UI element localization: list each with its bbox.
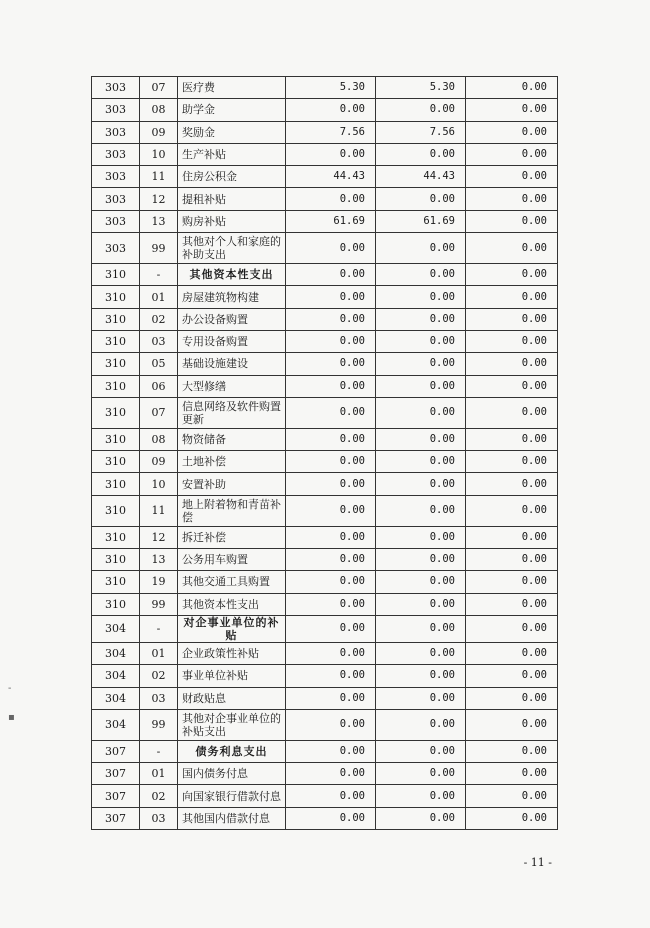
item-name-cell: 对企事业单位的补贴 (178, 615, 286, 642)
amount-project-cell: 0.00 (466, 99, 558, 121)
item-code-cell: 06 (140, 375, 178, 397)
page-number: - 11 - (523, 856, 552, 869)
item-code-cell: 99 (140, 709, 178, 740)
amount-basic-cell: 0.00 (376, 99, 466, 121)
amount-basic-cell: 0.00 (376, 264, 466, 286)
amount-project-cell: 0.00 (466, 665, 558, 687)
amount-total-cell: 0.00 (286, 615, 376, 642)
amount-total-cell: 0.00 (286, 665, 376, 687)
class-code-cell: 310 (92, 593, 140, 615)
amount-project-cell: 0.00 (466, 166, 558, 188)
table-row (92, 687, 558, 709)
amount-project-cell: 0.00 (466, 687, 558, 709)
table-row (92, 121, 558, 143)
table-row (92, 330, 558, 352)
amount-basic-cell: 0.00 (376, 665, 466, 687)
amount-basic-cell: 0.00 (376, 397, 466, 428)
class-code-cell: 303 (92, 143, 140, 165)
class-code-cell: 303 (92, 188, 140, 210)
category-row (92, 740, 558, 762)
amount-basic-cell: 0.00 (376, 615, 466, 642)
table-row (92, 451, 558, 473)
amount-total-cell: 0.00 (286, 763, 376, 785)
amount-total-cell: 0.00 (286, 308, 376, 330)
amount-project-cell: 0.00 (466, 593, 558, 615)
amount-project-cell: 0.00 (466, 264, 558, 286)
amount-total-cell: 0.00 (286, 188, 376, 210)
class-code-cell: 310 (92, 308, 140, 330)
amount-total-cell: 0.00 (286, 709, 376, 740)
item-code-cell: 11 (140, 495, 178, 526)
item-code-cell: 08 (140, 99, 178, 121)
amount-project-cell: 0.00 (466, 571, 558, 593)
item-name-cell: 医疗费 (178, 77, 286, 99)
amount-basic-cell: 0.00 (376, 330, 466, 352)
budget-table-sheet (91, 76, 557, 830)
class-code-cell: 310 (92, 397, 140, 428)
table-row (92, 397, 558, 428)
amount-basic-cell: 0.00 (376, 593, 466, 615)
amount-total-cell: 0.00 (286, 353, 376, 375)
amount-total-cell: 0.00 (286, 642, 376, 664)
table-row (92, 473, 558, 495)
item-name-cell: 向国家银行借款付息 (178, 785, 286, 807)
amount-total-cell: 0.00 (286, 451, 376, 473)
amount-total-cell: 0.00 (286, 593, 376, 615)
amount-total-cell: 0.00 (286, 473, 376, 495)
amount-project-cell: 0.00 (466, 210, 558, 232)
amount-total-cell: 0.00 (286, 687, 376, 709)
amount-basic-cell: 0.00 (376, 495, 466, 526)
amount-total-cell: 0.00 (286, 807, 376, 829)
amount-total-cell: 0.00 (286, 233, 376, 264)
item-name-cell: 助学金 (178, 99, 286, 121)
amount-total-cell: 0.00 (286, 549, 376, 571)
item-name-cell: 企业政策性补贴 (178, 642, 286, 664)
amount-project-cell: 0.00 (466, 353, 558, 375)
amount-project-cell: 0.00 (466, 526, 558, 548)
item-name-cell: 财政贴息 (178, 687, 286, 709)
item-name-cell: 其他资本性支出 (178, 264, 286, 286)
amount-project-cell: 0.00 (466, 709, 558, 740)
item-code-cell: 09 (140, 121, 178, 143)
table-row (92, 143, 558, 165)
item-name-cell: 购房补贴 (178, 210, 286, 232)
item-name-cell: 住房公积金 (178, 166, 286, 188)
table-row (92, 593, 558, 615)
amount-basic-cell: 0.00 (376, 143, 466, 165)
item-code-cell: 13 (140, 549, 178, 571)
margin-mark: ▪ (8, 712, 15, 723)
table-row (92, 99, 558, 121)
class-code-cell: 304 (92, 615, 140, 642)
item-code-cell: 03 (140, 330, 178, 352)
amount-basic-cell: 0.00 (376, 526, 466, 548)
class-code-cell: 304 (92, 665, 140, 687)
item-name-cell: 提租补贴 (178, 188, 286, 210)
item-code-cell: 01 (140, 763, 178, 785)
item-code-cell: 02 (140, 665, 178, 687)
amount-basic-cell: 0.00 (376, 375, 466, 397)
amount-total-cell: 0.00 (286, 286, 376, 308)
amount-basic-cell: 44.43 (376, 166, 466, 188)
amount-project-cell: 0.00 (466, 286, 558, 308)
amount-basic-cell: 61.69 (376, 210, 466, 232)
class-code-cell: 303 (92, 121, 140, 143)
class-code-cell: 310 (92, 473, 140, 495)
class-code-cell: 310 (92, 571, 140, 593)
item-code-cell: 12 (140, 526, 178, 548)
amount-basic-cell: 0.00 (376, 571, 466, 593)
amount-total-cell: 44.43 (286, 166, 376, 188)
item-name-cell: 其他交通工具购置 (178, 571, 286, 593)
class-code-cell: 310 (92, 526, 140, 548)
item-code-cell: 11 (140, 166, 178, 188)
class-code-cell: 310 (92, 428, 140, 450)
item-name-cell: 信息网络及软件购置更新 (178, 397, 286, 428)
amount-basic-cell: 0.00 (376, 763, 466, 785)
table-row (92, 188, 558, 210)
amount-project-cell: 0.00 (466, 763, 558, 785)
class-code-cell: 310 (92, 495, 140, 526)
amount-project-cell: 0.00 (466, 549, 558, 571)
item-name-cell: 办公设备购置 (178, 308, 286, 330)
item-name-cell: 拆迁补偿 (178, 526, 286, 548)
class-code-cell: 310 (92, 353, 140, 375)
item-code-cell: 01 (140, 286, 178, 308)
item-name-cell: 其他对个人和家庭的补助支出 (178, 233, 286, 264)
item-code-cell: 02 (140, 308, 178, 330)
class-code-cell: 310 (92, 375, 140, 397)
class-code-cell: 303 (92, 233, 140, 264)
amount-basic-cell: 0.00 (376, 286, 466, 308)
class-code-cell: 303 (92, 99, 140, 121)
class-code-cell: 304 (92, 709, 140, 740)
amount-basic-cell: 5.30 (376, 77, 466, 99)
amount-project-cell: 0.00 (466, 188, 558, 210)
table-row (92, 665, 558, 687)
table-row (92, 785, 558, 807)
item-code-cell: - (140, 615, 178, 642)
amount-project-cell: 0.00 (466, 308, 558, 330)
amount-project-cell: 0.00 (466, 473, 558, 495)
amount-total-cell: 0.00 (286, 571, 376, 593)
class-code-cell: 304 (92, 687, 140, 709)
table-row (92, 428, 558, 450)
amount-total-cell: 7.56 (286, 121, 376, 143)
expenditure-table (91, 76, 558, 830)
amount-project-cell: 0.00 (466, 642, 558, 664)
amount-basic-cell: 0.00 (376, 549, 466, 571)
item-name-cell: 债务利息支出 (178, 740, 286, 762)
table-row (92, 763, 558, 785)
amount-total-cell: 0.00 (286, 264, 376, 286)
item-code-cell: 03 (140, 687, 178, 709)
amount-basic-cell: 0.00 (376, 428, 466, 450)
amount-total-cell: 0.00 (286, 495, 376, 526)
class-code-cell: 307 (92, 740, 140, 762)
item-code-cell: 19 (140, 571, 178, 593)
amount-basic-cell: 0.00 (376, 233, 466, 264)
item-code-cell: 03 (140, 807, 178, 829)
amount-basic-cell: 0.00 (376, 785, 466, 807)
item-name-cell: 奖励金 (178, 121, 286, 143)
item-code-cell: 05 (140, 353, 178, 375)
margin-mark: - (8, 683, 12, 694)
amount-project-cell: 0.00 (466, 807, 558, 829)
class-code-cell: 303 (92, 77, 140, 99)
amount-project-cell: 0.00 (466, 451, 558, 473)
item-code-cell: 02 (140, 785, 178, 807)
amount-project-cell: 0.00 (466, 397, 558, 428)
class-code-cell: 303 (92, 166, 140, 188)
item-name-cell: 土地补偿 (178, 451, 286, 473)
class-code-cell: 310 (92, 286, 140, 308)
amount-basic-cell: 0.00 (376, 308, 466, 330)
amount-project-cell: 0.00 (466, 375, 558, 397)
item-name-cell: 地上附着物和青苗补偿 (178, 495, 286, 526)
amount-basic-cell: 0.00 (376, 451, 466, 473)
amount-basic-cell: 0.00 (376, 687, 466, 709)
table-row (92, 353, 558, 375)
item-code-cell: - (140, 740, 178, 762)
class-code-cell: 307 (92, 763, 140, 785)
amount-total-cell: 0.00 (286, 526, 376, 548)
amount-project-cell: 0.00 (466, 330, 558, 352)
category-row (92, 264, 558, 286)
item-code-cell: 10 (140, 143, 178, 165)
table-row (92, 807, 558, 829)
table-row (92, 495, 558, 526)
amount-basic-cell: 0.00 (376, 709, 466, 740)
table-row (92, 709, 558, 740)
item-code-cell: 07 (140, 397, 178, 428)
class-code-cell: 304 (92, 642, 140, 664)
table-row (92, 571, 558, 593)
amount-basic-cell: 0.00 (376, 807, 466, 829)
amount-basic-cell: 0.00 (376, 473, 466, 495)
table-row (92, 375, 558, 397)
item-name-cell: 安置补助 (178, 473, 286, 495)
item-name-cell: 国内债务付息 (178, 763, 286, 785)
amount-project-cell: 0.00 (466, 615, 558, 642)
class-code-cell: 303 (92, 210, 140, 232)
table-row (92, 642, 558, 664)
amount-basic-cell: 0.00 (376, 740, 466, 762)
item-code-cell: 99 (140, 593, 178, 615)
amount-basic-cell: 0.00 (376, 188, 466, 210)
table-row (92, 549, 558, 571)
item-name-cell: 专用设备购置 (178, 330, 286, 352)
table-row (92, 77, 558, 99)
amount-project-cell: 0.00 (466, 143, 558, 165)
item-code-cell: 13 (140, 210, 178, 232)
amount-total-cell: 0.00 (286, 397, 376, 428)
item-code-cell: - (140, 264, 178, 286)
item-name-cell: 其他对企事业单位的补贴支出 (178, 709, 286, 740)
item-code-cell: 08 (140, 428, 178, 450)
amount-project-cell: 0.00 (466, 77, 558, 99)
item-code-cell: 10 (140, 473, 178, 495)
amount-total-cell: 0.00 (286, 785, 376, 807)
table-row (92, 286, 558, 308)
item-name-cell: 基础设施建设 (178, 353, 286, 375)
class-code-cell: 310 (92, 264, 140, 286)
table-row (92, 166, 558, 188)
amount-basic-cell: 0.00 (376, 642, 466, 664)
amount-total-cell: 0.00 (286, 99, 376, 121)
amount-project-cell: 0.00 (466, 740, 558, 762)
item-name-cell: 物资储备 (178, 428, 286, 450)
class-code-cell: 310 (92, 451, 140, 473)
item-name-cell: 其他资本性支出 (178, 593, 286, 615)
class-code-cell: 310 (92, 330, 140, 352)
amount-basic-cell: 0.00 (376, 353, 466, 375)
amount-total-cell: 61.69 (286, 210, 376, 232)
amount-project-cell: 0.00 (466, 121, 558, 143)
amount-project-cell: 0.00 (466, 785, 558, 807)
item-name-cell: 公务用车购置 (178, 549, 286, 571)
item-name-cell: 其他国内借款付息 (178, 807, 286, 829)
class-code-cell: 307 (92, 807, 140, 829)
item-code-cell: 12 (140, 188, 178, 210)
amount-total-cell: 0.00 (286, 375, 376, 397)
item-name-cell: 大型修缮 (178, 375, 286, 397)
amount-project-cell: 0.00 (466, 233, 558, 264)
item-code-cell: 07 (140, 77, 178, 99)
table-row (92, 308, 558, 330)
item-name-cell: 房屋建筑物构建 (178, 286, 286, 308)
item-name-cell: 生产补贴 (178, 143, 286, 165)
amount-total-cell: 5.30 (286, 77, 376, 99)
table-row (92, 233, 558, 264)
table-row (92, 210, 558, 232)
amount-basic-cell: 7.56 (376, 121, 466, 143)
item-code-cell: 99 (140, 233, 178, 264)
class-code-cell: 307 (92, 785, 140, 807)
table-row (92, 526, 558, 548)
item-code-cell: 01 (140, 642, 178, 664)
amount-total-cell: 0.00 (286, 740, 376, 762)
amount-total-cell: 0.00 (286, 330, 376, 352)
category-row (92, 615, 558, 642)
amount-total-cell: 0.00 (286, 428, 376, 450)
item-code-cell: 09 (140, 451, 178, 473)
class-code-cell: 310 (92, 549, 140, 571)
table-body (92, 77, 558, 830)
amount-project-cell: 0.00 (466, 495, 558, 526)
amount-total-cell: 0.00 (286, 143, 376, 165)
item-name-cell: 事业单位补贴 (178, 665, 286, 687)
amount-project-cell: 0.00 (466, 428, 558, 450)
